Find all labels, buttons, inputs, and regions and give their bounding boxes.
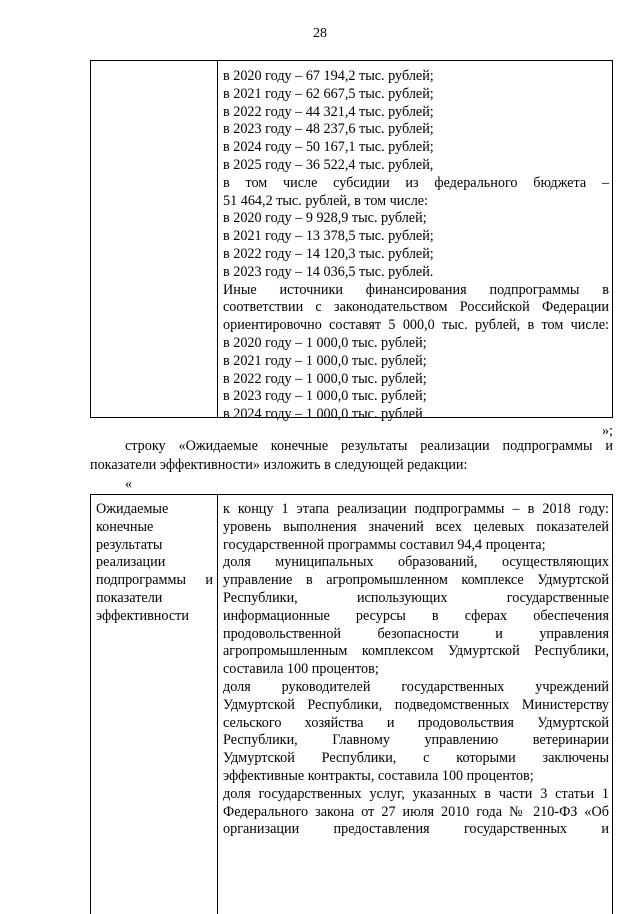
label-line: результаты <box>96 536 163 553</box>
value-line: составила 100 процентов; <box>223 661 379 678</box>
value-line: государственной программы составил 94,4 процента; <box>223 536 546 553</box>
table-line: в 2023 году – 48 237,6 тыс. рублей; <box>223 121 434 138</box>
column-divider <box>217 61 218 417</box>
value-line: Удмуртской Республики, подведомственных Министерству <box>223 696 609 713</box>
value-line: продовольственной безопасности и управления <box>223 625 609 642</box>
funding-cell <box>223 68 609 424</box>
table-line: 51 464,2 тыс. рублей, в том числе: <box>223 192 429 209</box>
table-line: соответствии с законодательством Российской Федерации <box>223 299 609 316</box>
table-line: в 2025 году – 36 522,4 тыс. рублей, <box>223 156 434 173</box>
value-line: управление в агропромышленном комплексе Удмуртской <box>223 572 609 589</box>
label-line: показатели <box>96 589 163 606</box>
label-line: реализации <box>96 554 166 571</box>
value-line: к концу 1 этапа реализации подпрограммы – в 2018 году: <box>223 501 609 517</box>
label-line: конечные <box>96 518 154 535</box>
table-line: в 2021 году – 13 378,5 тыс. рублей; <box>223 228 434 245</box>
table-line: Иные источники финансирования подпрограммы в <box>223 281 609 298</box>
closing-quote: »; <box>601 423 613 439</box>
value-line: Удмуртской Республики, с которыми заключены <box>223 750 609 767</box>
table-line: в 2021 году – 62 667,5 тыс. рублей; <box>223 85 434 102</box>
table-line: в том числе субсидии из федерального бюджета – <box>223 174 609 191</box>
table-line: в 2024 году – 1 000,0 тыс. рублей <box>223 406 423 423</box>
value-line: уровень выполнения значений всех целевых показателей <box>223 518 609 535</box>
value-line: доля муниципальных образований, осуществляющих <box>223 554 609 571</box>
value-line: Федерального закона от 27 июля 2010 года № 210-ФЗ «Об <box>223 803 609 820</box>
table-line: в 2020 году – 67 194,2 тыс. рублей; <box>223 68 434 84</box>
label-line: Ожидаемые <box>96 501 169 517</box>
table-line: в 2022 году – 1 000,0 тыс. рублей; <box>223 370 427 387</box>
value-line: Республики, Главному управлению ветеринарии <box>223 732 609 749</box>
value-line: доля руководителей государственных учреждений <box>223 678 609 695</box>
table-line: в 2023 году – 14 036,5 тыс. рублей. <box>223 263 434 280</box>
value-line: доля государственных услуг, указанных в части 3 статьи 1 <box>223 785 609 802</box>
table-line: в 2020 году – 9 928,9 тыс. рублей; <box>223 210 427 227</box>
results-label-cell <box>96 501 213 626</box>
table-line: в 2021 году – 1 000,0 тыс. рублей; <box>223 352 427 369</box>
paragraph-line: строку «Ожидаемые конечные результаты реализации подпрограммы и <box>125 438 613 454</box>
value-line: агропромышленным комплексом Удмуртской Республики, <box>223 643 609 660</box>
label-line: подпрограммы и <box>96 572 213 589</box>
amendment-paragraph <box>90 437 613 474</box>
page-number: 28 <box>313 26 327 41</box>
results-table <box>90 494 613 914</box>
value-line: Республики, использующих государственные <box>223 589 609 606</box>
results-value-cell <box>223 501 609 839</box>
funding-table <box>90 60 613 423</box>
column-divider <box>217 495 218 914</box>
table-line: в 2024 году – 50 167,1 тыс. рублей; <box>223 139 434 156</box>
table-line: ориентировочно составят 5 000,0 тыс. рублей, в том числе: <box>223 317 609 334</box>
value-line: эффективные контракты, составила 100 процентов; <box>223 767 534 784</box>
label-line: эффективности <box>96 607 189 624</box>
opening-quote: « <box>125 476 133 492</box>
table-line: в 2022 году – 44 321,4 тыс. рублей; <box>223 103 434 120</box>
value-line: информационные ресурсы в сферах обеспечения <box>223 607 609 624</box>
table-line: в 2020 году – 1 000,0 тыс. рублей; <box>223 334 427 351</box>
value-line: организации предоставления государственных и <box>223 821 609 838</box>
paragraph-line: показатели эффективности» изложить в следующей редакции: <box>90 456 468 473</box>
table-line: в 2023 году – 1 000,0 тыс. рублей; <box>223 388 427 405</box>
value-line: сельского хозяйства и продовольствия Удмуртской <box>223 714 609 731</box>
table-line: в 2022 году – 14 120,3 тыс. рублей; <box>223 245 434 262</box>
